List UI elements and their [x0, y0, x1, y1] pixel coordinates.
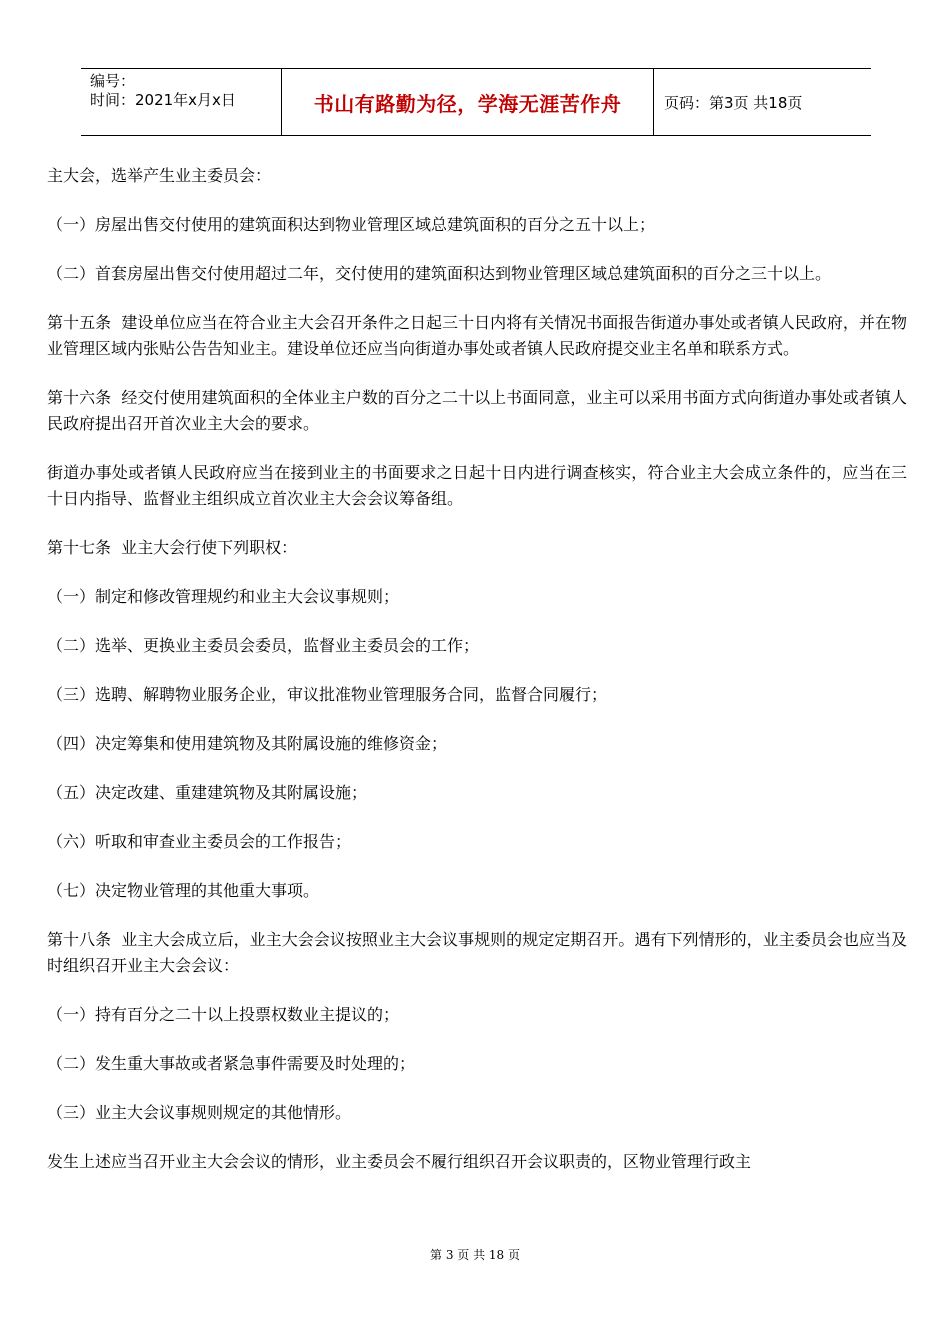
paragraph: （七）决定物业管理的其他重大事项。	[47, 881, 320, 900]
paragraph: （六）听取和审查业主委员会的工作报告；	[47, 832, 352, 851]
header-meta	[81, 69, 282, 135]
header-motto-cell	[282, 69, 654, 135]
paragraph: （一）房屋出售交付使用的建筑面积达到物业管理区域总建筑面积的百分之五十以上；	[47, 215, 656, 234]
header-page-cell	[654, 69, 871, 135]
paragraph: 第十八条 业主大会成立后，业主大会会议按照业主大会议事规则的规定定期召开。遇有下列情形的，业主委员会也应当及时组织召开业主大会会议：	[47, 930, 907, 975]
page-header	[81, 68, 871, 136]
paragraph: 第十七条 业主大会行使下列职权：	[47, 538, 298, 557]
document-number-label: 编号：	[90, 72, 136, 90]
paragraph: （五）决定改建、重建建筑物及其附属设施；	[47, 783, 368, 802]
paragraph: （四）决定筹集和使用建筑物及其附属设施的维修资金；	[47, 734, 448, 753]
footer-page-number: 第 3 页 共 18 页	[430, 1248, 520, 1262]
paragraph: （二）选举、更换业主委员会委员，监督业主委员会的工作；	[47, 636, 480, 655]
paragraph: （二）发生重大事故或者紧急事件需要及时处理的；	[47, 1054, 416, 1073]
paragraph: 第十五条 建设单位应当在符合业主大会召开条件之日起三十日内将有关情况书面报告街道办事处或者镇人民政府，并在物业管理区域内张贴公告告知业主。建设单位还应当向街道办事处或者镇人民政府提交业主名单和联系方式。	[47, 313, 907, 358]
paragraph: （二）首套房屋出售交付使用超过二年，交付使用的建筑面积达到物业管理区域总建筑面积的百分之三十以上。	[47, 264, 832, 283]
document-body	[47, 163, 907, 1198]
paragraph: 街道办事处或者镇人民政府应当在接到业主的书面要求之日起十日内进行调查核实，符合业主大会成立条件的，应当在三十日内指导、监督业主组织成立首次业主大会会议筹备组。	[47, 463, 907, 508]
header-page-number: 页码：第3页 共18页	[664, 93, 803, 112]
paragraph: 发生上述应当召开业主大会会议的情形，业主委员会不履行组织召开会议职责的，区物业管理行政主	[47, 1152, 752, 1171]
paragraph: （三）选聘、解聘物业服务企业，审议批准物业管理服务合同，监督合同履行；	[47, 685, 608, 704]
paragraph: （一）持有百分之二十以上投票权数业主提议的；	[47, 1005, 400, 1024]
paragraph: （三）业主大会议事规则规定的其他情形。	[47, 1103, 352, 1122]
paragraph: 第十六条 经交付使用建筑面积的全体业主户数的百分之二十以上书面同意，业主可以采用书面方式向街道办事处或者镇人民政府提出召开首次业主大会的要求。	[47, 388, 907, 433]
paragraph: （一）制定和修改管理规约和业主大会议事规则；	[47, 587, 400, 606]
paragraph: 主大会，选举产生业主委员会：	[47, 166, 272, 185]
page-footer	[0, 1246, 950, 1263]
header-motto: 书山有路勤为径，学海无涯苦作舟	[313, 91, 622, 116]
document-date-label: 时间：2021年x月x日	[90, 91, 236, 109]
